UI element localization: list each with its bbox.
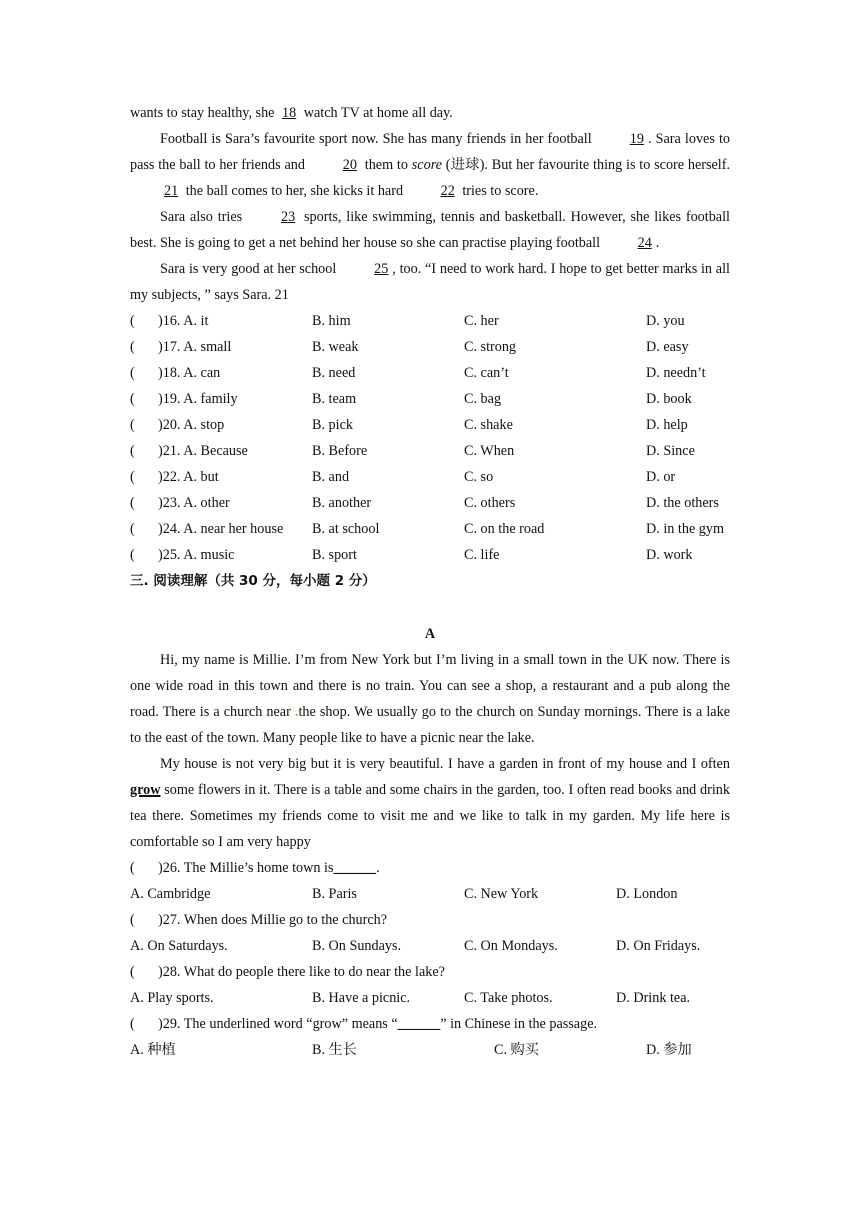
- option-row: [130, 360, 730, 386]
- italic-word-score: score: [411, 157, 442, 173]
- option-b: B. pick: [312, 417, 353, 433]
- option-d: D. Since: [646, 443, 695, 459]
- answer-paren[interactable]: (: [130, 521, 135, 537]
- option-c: C. her: [464, 313, 499, 329]
- reading-paragraph-2: My house is not very big but it is very beautiful. I have a garden in front of my house and I often grow some flowers in it. There is a table and some chairs in the garden, too. I often read books and drink tea there. Sometimes my friends come to visit me and we like to talk in my garden. My life here is comfortable so I am very happy: [130, 756, 730, 850]
- option-number: ( )22. A. but: [130, 464, 312, 490]
- cloze-paragraph-4: Sara is very good at her school 25 , too. “I need to work hard. I hope to get better marks in all my subjects, ” says Sara. 21: [130, 256, 730, 308]
- underlined-word-grow: grow: [130, 782, 161, 798]
- question-row: [130, 907, 730, 933]
- cloze-paragraph-2: Football is Sara’s favourite sport now. She has many friends in her football 19 . Sara loves to pass the ball to her friends and 20 them to score (进球). But her favourite thing is to score herself. 21 the ball comes to her, she kicks it hard 22 tries to score.: [130, 126, 730, 204]
- option-number: ( )21. A. Because: [130, 438, 312, 464]
- answer-options-row: [130, 985, 730, 1011]
- choice-c[interactable]: C. On Mondays.: [464, 938, 558, 954]
- blank-21: 21: [164, 183, 179, 199]
- choice-d[interactable]: D. 参加: [646, 1042, 692, 1058]
- option-b: B. him: [312, 313, 351, 329]
- option-b: B. team: [312, 391, 357, 407]
- option-d: D. work: [646, 547, 693, 563]
- answer-paren[interactable]: (: [130, 443, 135, 459]
- question-text: )26. The Millie’s home town is: [158, 860, 334, 876]
- option-number: ( )23. A. other: [130, 490, 312, 516]
- blank-22: 22: [440, 183, 455, 199]
- choice-a[interactable]: A. 种植: [130, 1042, 176, 1058]
- option-number: ( )25. A. music: [130, 542, 312, 568]
- choice-a[interactable]: A. On Saturdays.: [130, 938, 228, 954]
- option-b: B. weak: [312, 339, 359, 355]
- option-row: [130, 386, 730, 412]
- question-text: )28. What do people there like to do near the lake?: [158, 964, 445, 980]
- option-row: [130, 334, 730, 360]
- answer-paren[interactable]: (: [130, 339, 135, 355]
- question-blank: ______: [397, 1016, 441, 1032]
- blank-25: 25: [374, 261, 389, 277]
- question-row: ( )29. The underlined word “grow” means “ ______ ” in Chinese in the passage.: [130, 1011, 730, 1037]
- blank-19: 19: [629, 131, 644, 147]
- option-d: D. you: [646, 313, 685, 329]
- choice-c[interactable]: C. Take photos.: [464, 990, 553, 1006]
- option-row: [130, 438, 730, 464]
- choice-a[interactable]: A. Play sports.: [130, 990, 214, 1006]
- answer-paren[interactable]: (: [130, 495, 135, 511]
- option-c: C. strong: [464, 339, 517, 355]
- answer-paren[interactable]: (: [130, 469, 135, 485]
- option-row: [130, 308, 730, 334]
- option-d: D. or: [646, 469, 676, 485]
- option-number: ( )24. A. near her house: [130, 516, 312, 542]
- option-d: D. help: [646, 417, 688, 433]
- option-c: C. can’t: [464, 365, 509, 381]
- choice-d[interactable]: D. London: [616, 886, 678, 902]
- option-b: B. need: [312, 365, 356, 381]
- option-d: D. in the gym: [646, 521, 725, 537]
- option-number: ( )18. A. can: [130, 360, 312, 386]
- option-b: B. Before: [312, 443, 368, 459]
- question-row: [130, 959, 730, 985]
- choice-d[interactable]: D. Drink tea.: [616, 990, 691, 1006]
- option-number: ( )17. A. small: [130, 334, 312, 360]
- option-d: D. needn’t: [646, 365, 706, 381]
- option-b: B. and: [312, 469, 350, 485]
- choice-a[interactable]: A. Cambridge: [130, 886, 211, 902]
- question-blank: ______: [333, 860, 377, 876]
- option-d: D. book: [646, 391, 692, 407]
- answer-paren[interactable]: (: [130, 547, 135, 563]
- choice-c[interactable]: C. New York: [464, 886, 539, 902]
- option-c: C. When: [464, 443, 515, 459]
- option-c: C. life: [464, 547, 500, 563]
- option-number: ( )20. A. stop: [130, 412, 312, 438]
- question-text: )27. When does Millie go to the church?: [158, 912, 388, 928]
- reading-paragraph-1: Hi, my name is Millie. I’m from New York but I’m living in a small town in the UK now. There is one wide road in this town and there is no train. You can see a shop, a restaurant and a pub along the road. There is a church near .the shop. We usually go to the church on Sunday mornings. There is a lake to the east of the town. Many people like to have a picnic near the lake.: [130, 652, 730, 746]
- answer-paren[interactable]: (: [130, 964, 135, 980]
- answer-paren[interactable]: (: [130, 860, 135, 876]
- passage-label: A: [424, 626, 436, 642]
- option-c: C. bag: [464, 391, 502, 407]
- question-text: )29. The underlined word “grow” means “: [158, 1016, 398, 1032]
- option-c: C. on the road: [464, 521, 545, 537]
- choice-d[interactable]: D. On Fridays.: [616, 938, 701, 954]
- blank-20: 20: [342, 157, 357, 173]
- choice-b[interactable]: B. Have a picnic.: [312, 990, 411, 1006]
- blank-23: 23: [281, 209, 296, 225]
- choice-b[interactable]: B. Paris: [312, 886, 357, 902]
- option-b: B. at school: [312, 521, 380, 537]
- option-number: ( )16. A. it: [130, 308, 312, 334]
- option-d: D. easy: [646, 339, 689, 355]
- option-c: C. shake: [464, 417, 513, 433]
- answer-paren[interactable]: (: [130, 912, 135, 928]
- option-row: [130, 490, 730, 516]
- option-c: C. so: [464, 469, 494, 485]
- option-row: [130, 516, 730, 542]
- answer-options-row: [130, 933, 730, 959]
- reading-questions: [130, 855, 730, 1063]
- option-number: ( )19. A. family: [130, 386, 312, 412]
- section-heading: 三. 阅读理解（共 30 分，每小题 2 分）: [130, 573, 376, 589]
- choice-c[interactable]: C. 购买: [494, 1042, 539, 1058]
- cloze-paragraph-3: Sara also tries 23 sports, like swimming, tennis and basketball. However, she likes football best. She is going to get a net behind her house so she can practise playing football 24 .: [130, 204, 730, 256]
- blank-24: 24: [637, 235, 652, 251]
- option-c: C. others: [464, 495, 516, 511]
- answer-options-row: [130, 881, 730, 907]
- answer-paren[interactable]: (: [130, 391, 135, 407]
- option-d: D. the others: [646, 495, 719, 511]
- option-b: B. another: [312, 495, 372, 511]
- option-row: [130, 412, 730, 438]
- choice-b[interactable]: B. 生长: [312, 1042, 357, 1058]
- answer-paren[interactable]: (: [130, 417, 135, 433]
- answer-options-row: [130, 1037, 730, 1063]
- exam-page: [130, 100, 730, 1063]
- mark-dot: .: [294, 704, 299, 720]
- answer-paren[interactable]: (: [130, 365, 135, 381]
- answer-paren[interactable]: (: [130, 313, 135, 329]
- choice-b[interactable]: B. On Sundays.: [312, 938, 402, 954]
- blank-18: 18: [282, 105, 297, 121]
- cloze-paragraph-1: wants to stay healthy, she 18 watch TV at home all day.: [130, 100, 730, 126]
- option-b: B. sport: [312, 547, 357, 563]
- answer-paren[interactable]: (: [130, 1016, 135, 1032]
- option-row: [130, 464, 730, 490]
- cloze-options-list: [130, 308, 730, 568]
- option-row: [130, 542, 730, 568]
- question-row: ( )26. The Millie’s home town is ______ .: [130, 855, 730, 881]
